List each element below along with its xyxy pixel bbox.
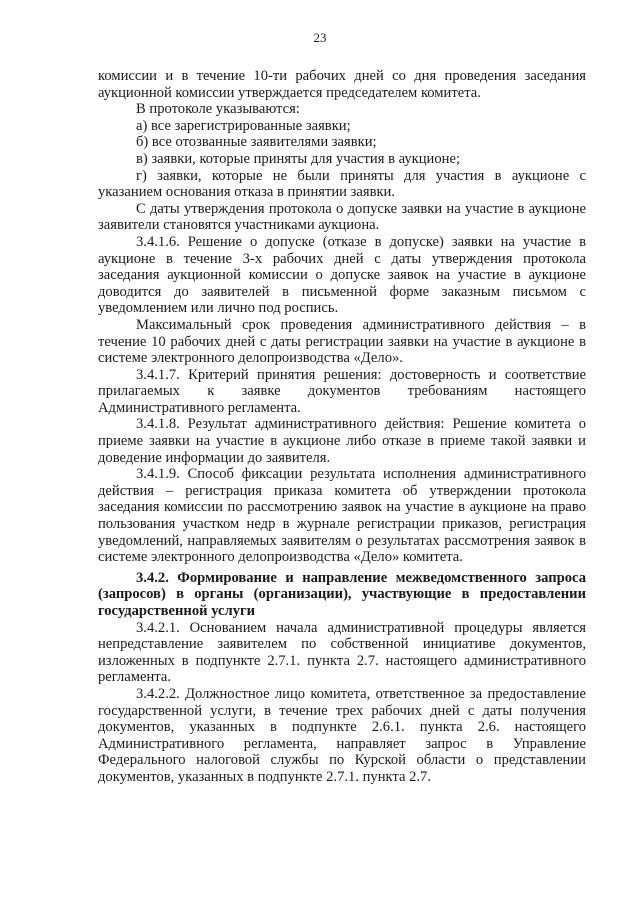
paragraph-protocol-contents-intro: В протоколе указываются: [136, 101, 300, 118]
list-item-v: в) заявки, которые приняты для участия в аукционе; [136, 150, 461, 167]
paragraph-max-term: Максимальный срок проведения административного действия – в течение 10 рабочих дней с даты регистрации заявки на участие в аукционе в системе электронного делопроизводства «Дело». [98, 316, 586, 367]
document-body [98, 68, 586, 786]
paragraph-3-4-1-7: 3.4.1.7. Критерий принятия решения: достоверность и соответствие прилагаемых к заявке документов требованиям настоящего Административного регламента. [98, 366, 586, 416]
page-number: 23 [313, 30, 327, 45]
paragraph-3-4-2-1: 3.4.2.1. Основанием начала административной процедуры является непредставление заявителем по собственной инициативе документов, изложенных в подпункте 2.7.1. пункта 2.7. настоящего административного регламента. [98, 619, 586, 686]
paragraph-3-4-1-8: 3.4.1.8. Результат административного действия: Решение комитета о приеме заявки на участие в аукционе либо отказе в приеме такой заявки и доведение информации до заявителя. [98, 416, 586, 466]
list-item-g: г) заявки, которые не были приняты для участия в аукционе с указанием основания отказа в принятии заявки. [98, 167, 586, 201]
paragraph-applicants-become-participants: С даты утверждения протокола о допуске заявки на участие в аукционе заявители становятся участниками аукциона. [98, 200, 586, 234]
section-heading-3-4-2: 3.4.2. Формирование и направление межведомственного запроса (запросов) в органы (организации), участвующие в предоставлении государственной услуги [98, 569, 586, 619]
list-item-b: б) все отозванные заявителями заявки; [136, 134, 377, 151]
paragraph-protocol-approval: комиссии и в течение 10-ти рабочих дней со дня проведения заседания аукционной комиссии утверждается председателем комитета. [98, 68, 586, 101]
paragraph-3-4-1-9: 3.4.1.9. Способ фиксации результата исполнения административного действия – регистрация приказа комитета об утверждении протокола заседания комиссии по рассмотрению заявок на участие в аукционе на право пользования участком недр в журнале регистрации приказов, регистрация уведомлений, направляемых заявителям о результатах рассмотрения заявок в системе электронного делопроизводства «Дело» комитета. [98, 466, 586, 566]
list-item-a: а) все зарегистрированные заявки; [136, 117, 351, 134]
paragraph-3-4-2-2: 3.4.2.2. Должностное лицо комитета, ответственное за предоставление государственной услуги, в течение трех рабочих дней с даты получения документов, указанных в подпункте 2.6.1. пункта 2.6. настоящего Административного регламента, направляет запрос в Управление Федерального налоговой службы по Курской области о представлении документов, указанных в подпункте 2.7.1. пункта 2.7. [98, 685, 586, 785]
paragraph-3-4-1-6: 3.4.1.6. Решение о допуске (отказе в допуске) заявки на участие в аукционе в течение 3-х рабочих дней с даты утверждения протокола заседания аукционной комиссии о допуске заявок на участие в аукционе доводится до заявителей в письменной форме заказным письмом с уведомлением или лично под роспись. [98, 233, 586, 317]
